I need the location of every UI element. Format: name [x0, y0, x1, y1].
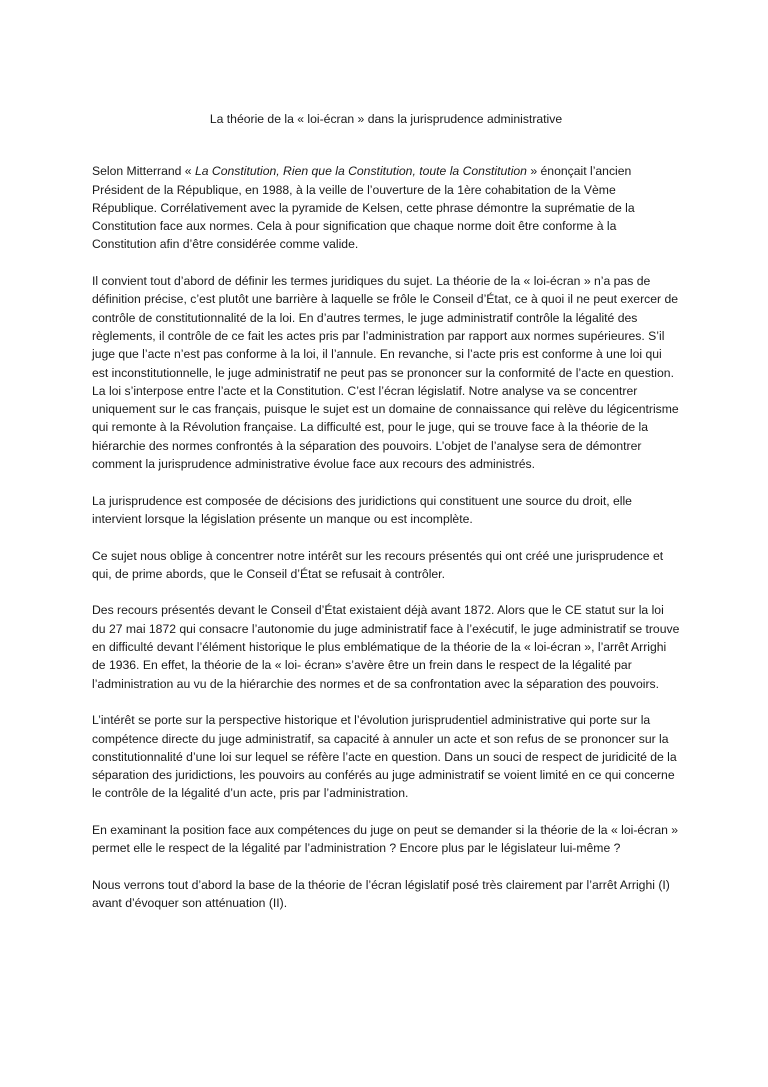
mitterrand-quote: La Constitution, Rien que la Constitution, toute la Constitution	[194, 164, 527, 179]
paragraph-problematique: En examinant la position face aux compétences du juge on peut se demander si la théorie de la « loi-écran » permet elle le respect de la légalité par l’administration ? Encore plus par le législateur lui-même ?	[92, 822, 679, 856]
intro-paragraph	[92, 162, 680, 253]
paragraph-definitions: Il convient tout d’abord de définir les termes juridiques du sujet. La théorie de la « loi-écran » n’a pas de définition précise, c’est plutôt une barrière à laquelle se frôle le Conseil d’État, ce à quoi il ne peut exercer de contrôle de constitutionnalité de la loi. En d’autres termes, le juge administratif contrôle la légalité des règlements, il contrôle de ce fait les actes pris par l’administration par rapport aux normes supérieures. S’il juge que l’acte n’est pas conforme à la loi, il l’annule. En revanche, si l’acte pris est conforme à une loi qui est inconstitutionnelle, le juge administratif ne peut pas se prononcer sur la conformité de l’acte en question. La loi s’interpose entre l’acte et la Constitution. C’est l’écran législatif. Notre analyse va se concentrer uniquement sur le cas français, puisque le sujet est un domaine de connaissance qui relève du légicentrisme qui remonte à la Révolution française. La difficulté est, pour le juge, qui se trouve face à la théorie de la hiérarchie des normes confrontés à la séparation des pouvoirs. L’objet de l’analyse sera de démontrer comment la jurisprudence administrative évolue face aux recours des administrés.	[92, 274, 679, 472]
paragraph-historical-recours: Des recours présentés devant le Conseil d’État existaient déjà avant 1872. Alors que le CE statut sur la loi du 27 mai 1872 qui consacre l’autonomie du juge administratif face à l’exécutif, le juge administratif se trouve en difficulté devant l’élément historique le plus emblématique de la théorie de la « loi-écran », l’arrêt Arrighi de 1936. En effet, la théorie de la « loi- écran» s’avère être un frein dans le respect de la légalité par l’administration au vu de la hiérarchie des normes et de sa confrontation avec la séparation des pouvoirs.	[92, 603, 680, 691]
document-title: La théorie de la « loi-écran » dans la jurisprudence administrative	[209, 112, 563, 126]
paragraph-jurisprudence: La jurisprudence est composée de décisions des juridictions qui constituent une source du droit, elle intervient lorsque la législation présente un manque ou est incomplète.	[92, 493, 632, 526]
paragraph-plan: Nous verrons tout d’abord la base de la théorie de l’écran législatif posé très clairement par l’arrêt Arrighi (I) avant d’évoquer son atténuation (II).	[92, 877, 670, 911]
intro-lead: Selon Mitterrand «	[92, 164, 195, 179]
intro-rest: » énonçait l’ancien Président de la République, en 1988, à la veille de l’ouverture de la 1ère cohabitation de la Vème République. Corrélativement avec la pyramide de Kelsen, cette phrase démontre la suprématie de la Constitution face aux normes. Cela à pour signification que chaque norme doit être conforme à la Constitution afin d’être considérée comme valide.	[92, 164, 635, 252]
paragraph-subject-focus: Ce sujet nous oblige à concentrer notre intérêt sur les recours présentés qui ont créé une jurisprudence et qui, de prime abords, que le Conseil d’État se refusait à contrôler.	[92, 548, 664, 581]
paragraph-interest: L’intérêt se porte sur la perspective historique et l’évolution jurisprudentiel administrative qui porte sur la compétence directe du juge administratif, sa capacité à annuler un acte et son refus de se prononcer sur la constitutionnalité d’une loi sur lequel se réfère l’acte en question. Dans un souci de respect de juridicité de la séparation des juridictions, les pouvoirs au conférés au juge administratif se voient limité en ce qui concerne le contrôle de la légalité d’un acte, pris par l’administration.	[92, 713, 677, 801]
